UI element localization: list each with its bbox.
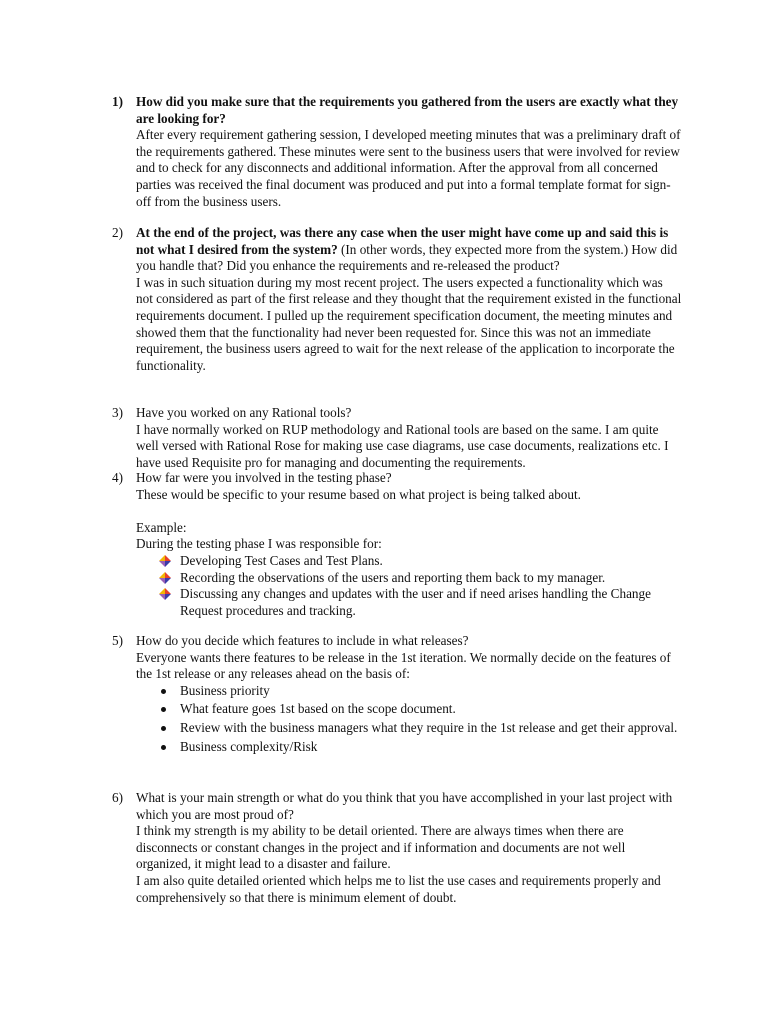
question-1-answer: After every requirement gathering session, I developed meeting minutes that was a preliminary draft of the requirements gathered. These minutes were sent to the business users that were involved for review and to check for any disconnects and additional information. After the approval from all concerned parties was received the final document was produced and put into a formal template format for sign-off from the business users. [136,127,681,209]
question-6-answer-continued: I am also quite detailed oriented which helps me to list the use cases and requirements properly and comprehensively so that there is minimum element of doubt. [136,872,661,905]
diamond-bullet-icon [159,588,171,600]
bullet-dot-icon [161,707,166,712]
diamond-bullet-icon [159,555,171,567]
question-4-bullet-list [136,553,682,619]
question-6-text: What is your main strength or what do you think that you have accomplished in your last project with which you are most proud of? [136,790,673,822]
question-2-text [136,225,682,275]
question-1-number: 1) [112,94,123,109]
question-4-text: How far were you involved in the testing phase? [136,470,392,485]
question-3 [112,405,682,471]
list-item-text: Business priority [180,682,270,698]
question-2 [112,225,682,374]
question-4 [112,470,682,619]
question-5-text: How do you decide which features to include in what releases? [136,633,469,648]
question-4-answer: These would be specific to your resume based on what project is being talked about. [136,486,581,502]
bullet-dot-icon [161,745,166,750]
list-item-text: What feature goes 1st based on the scope document. [180,701,456,717]
list-item-text: Business complexity/Risk [180,738,318,754]
list-item [136,739,682,756]
list-item [136,701,682,718]
question-2-number: 2) [112,225,123,240]
bullet-dot-icon [161,689,166,694]
question-2-answer: I was in such situation during my most recent project. The users expected a functionality which was not considered as part of the first release and they thought that the requirement existed in the functional requirements document. I pulled up the requirement specification document, the meeting minutes and showed them that the functionality had never been requested for. Since this was not an immediate requirement, the business users agreed to wait for the next release of the application to incorporate the functionality. [136,274,682,373]
question-1 [112,94,682,210]
question-4-example-label: Example: [136,519,187,535]
question-6 [112,790,682,906]
question-2-text-rest: (In other words, they expected more from the system.) How did you handle that? Did you enhance the requirements and re-released the product? [136,241,678,274]
bullet-dot-icon [161,726,166,731]
question-3-answer: I have normally worked on RUP methodology and Rational tools are based on the same. I am quite well versed with Rational Rose for making use case diagrams, use case documents, realizations etc. I have used Requisite pro for managing and documenting the requirements. [136,421,669,470]
question-4-intro: During the testing phase I was responsible for: [136,536,382,552]
question-6-answer: I think my strength is my ability to be detail oriented. There are always times when there are disconnects or constant changes in the project and if information and documents are not well organized, it might lead to a disaster and failure. [136,823,626,872]
question-5-bullet-list [136,683,682,755]
list-item-text: Developing Test Cases and Test Plans. [180,552,383,568]
question-3-text: Have you worked on any Rational tools? [136,405,352,420]
list-item [136,553,682,570]
question-2-text-bold: At the end of the project, was there any case when the user might have come up and said this is not what I desired from the system? [136,225,669,257]
list-item [136,683,682,700]
list-item [136,586,682,619]
question-5-number: 5) [112,633,123,648]
question-4-number: 4) [112,470,123,485]
list-item-text: Discussing any changes and updates with the user and if need arises handling the Change Request procedures and tracking. [180,586,651,618]
question-5-answer: Everyone wants there features to be release in the 1st iteration. We normally decide on the features of the 1st release or any releases ahead on the basis of: [136,649,671,682]
list-item-text: Recording the observations of the users and reporting them back to my manager. [180,569,606,585]
question-5 [112,633,682,755]
list-item [136,720,682,737]
question-3-number: 3) [112,405,123,420]
list-item [136,570,682,587]
diamond-bullet-icon [159,572,171,584]
question-6-number: 6) [112,790,123,805]
list-item-text: Review with the business managers what they require in the 1st release and get their approval. [180,719,678,735]
question-1-text: How did you make sure that the requirements you gathered from the users are exactly what they are looking for? [136,94,679,126]
